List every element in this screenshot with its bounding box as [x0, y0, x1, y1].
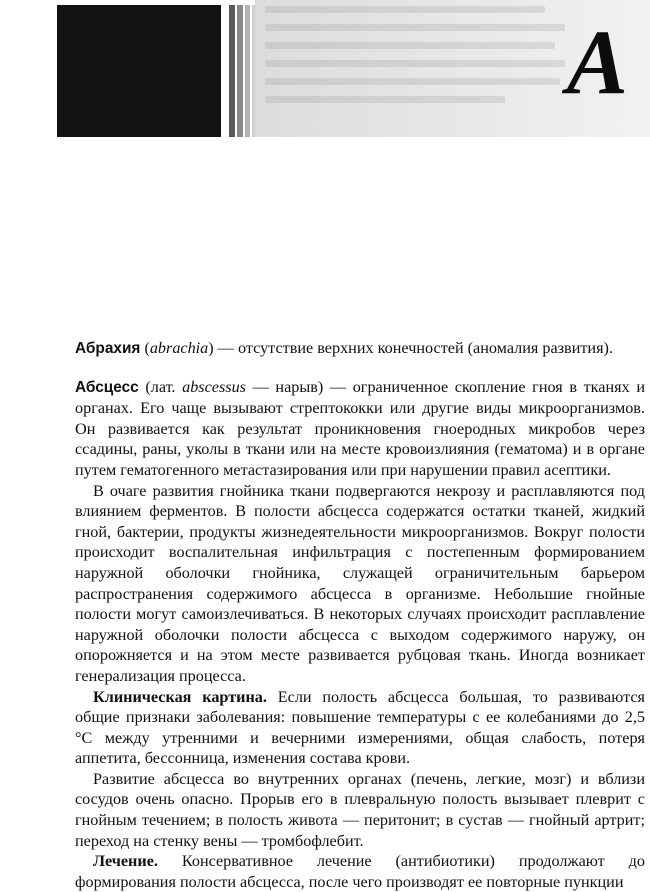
entry-latin: abrachia [149, 339, 209, 357]
entry-paren: — нарыв) [245, 377, 324, 396]
entry-term: Абсцесс [75, 378, 139, 396]
dictionary-text [75, 338, 645, 892]
treatment-text: Консервативное лечение (антибиотики) продолжают до формирования полости абсцесса, после чего производят ее повторные пункции [75, 852, 645, 891]
header-stripe [245, 5, 250, 137]
clinical-paragraph [75, 687, 645, 769]
header-stripe [237, 5, 243, 137]
faded-text-decoration [265, 24, 565, 31]
entry-paren: ( [140, 339, 150, 357]
internal-organs-paragraph: Развитие абсцесса во внутренних органах (печень, легкие, мозг) и вблизи сосудов очень опасно. Прорыв его в плевральную полость вызывает плеврит с гнойным течением; в полость живота — перитонит; в сустав — гнойный артрит; переход на стенку вены — тромбофлебит. [75, 769, 645, 850]
entry-term: Абрахия [75, 340, 141, 357]
faded-text-decoration [265, 60, 565, 67]
header-black-block [57, 5, 221, 137]
treatment-heading: Лечение. [93, 852, 158, 871]
entry-definition: — ограниченное скопление гноя в тканях и органах. Его чаще вызывают стрептококки или другие виды микроорганизмов. Он развивается как результат проникновения гноеродных микробов через ссадины, раны, уколы в ткани или на месте кровоизлияния (гематома) и в органе путем гематогенного метастазирования или при нарушении правил асептики. [75, 377, 645, 479]
entry-paren: ) [208, 339, 214, 357]
treatment-paragraph [75, 851, 645, 892]
body-paragraph: В очаге развития гнойника ткани подвергаются некрозу и расплавляются под влиянием ферментов. В полости абсцесса содержатся остатки тканей, жидкий гной, бактерии, продукты жизнедеятельности микроорганизмов. Вокруг полости происходит воспалительная инфильтрация с постепенным формированием наружной оболочки гнойника, служащей ограничительным барьером распространения содержимого абсцесса в организме. Небольшие гнойные полости могут самоизлечиваться. В некоторых случаях происходит расплавление наружной оболочки полости абсцесса с выходом содержимого наружу, он опорожняется и на этом месте развивается рубцовая ткань. Иногда возникает генерализация процесса. [75, 481, 645, 685]
entry-definition: — отсутствие верхних конечностей (аномалия развития). [213, 339, 613, 357]
entry-latin: abscessus [182, 377, 246, 396]
entry-paren: (лат. [138, 377, 183, 396]
faded-text-decoration [265, 6, 545, 13]
chapter-header-band [0, 0, 650, 137]
faded-text-decoration [265, 42, 555, 49]
section-letter: А [566, 11, 628, 113]
header-stripe [229, 5, 235, 137]
entry-abrachia [75, 338, 645, 360]
entry-abscess [75, 377, 645, 481]
faded-text-decoration [265, 78, 560, 85]
clinical-text: Если полость абсцесса большая, то развиваются общие признаки заболевания: повышение температуры с ее колебаниями до 2,5 °С между утренними и вечерними измерениями, общая слабость, потеря аппетита, бессонница, изменения состава крови. [75, 687, 646, 768]
clinical-heading: Клиническая картина. [93, 687, 267, 706]
faded-text-decoration [265, 96, 505, 103]
